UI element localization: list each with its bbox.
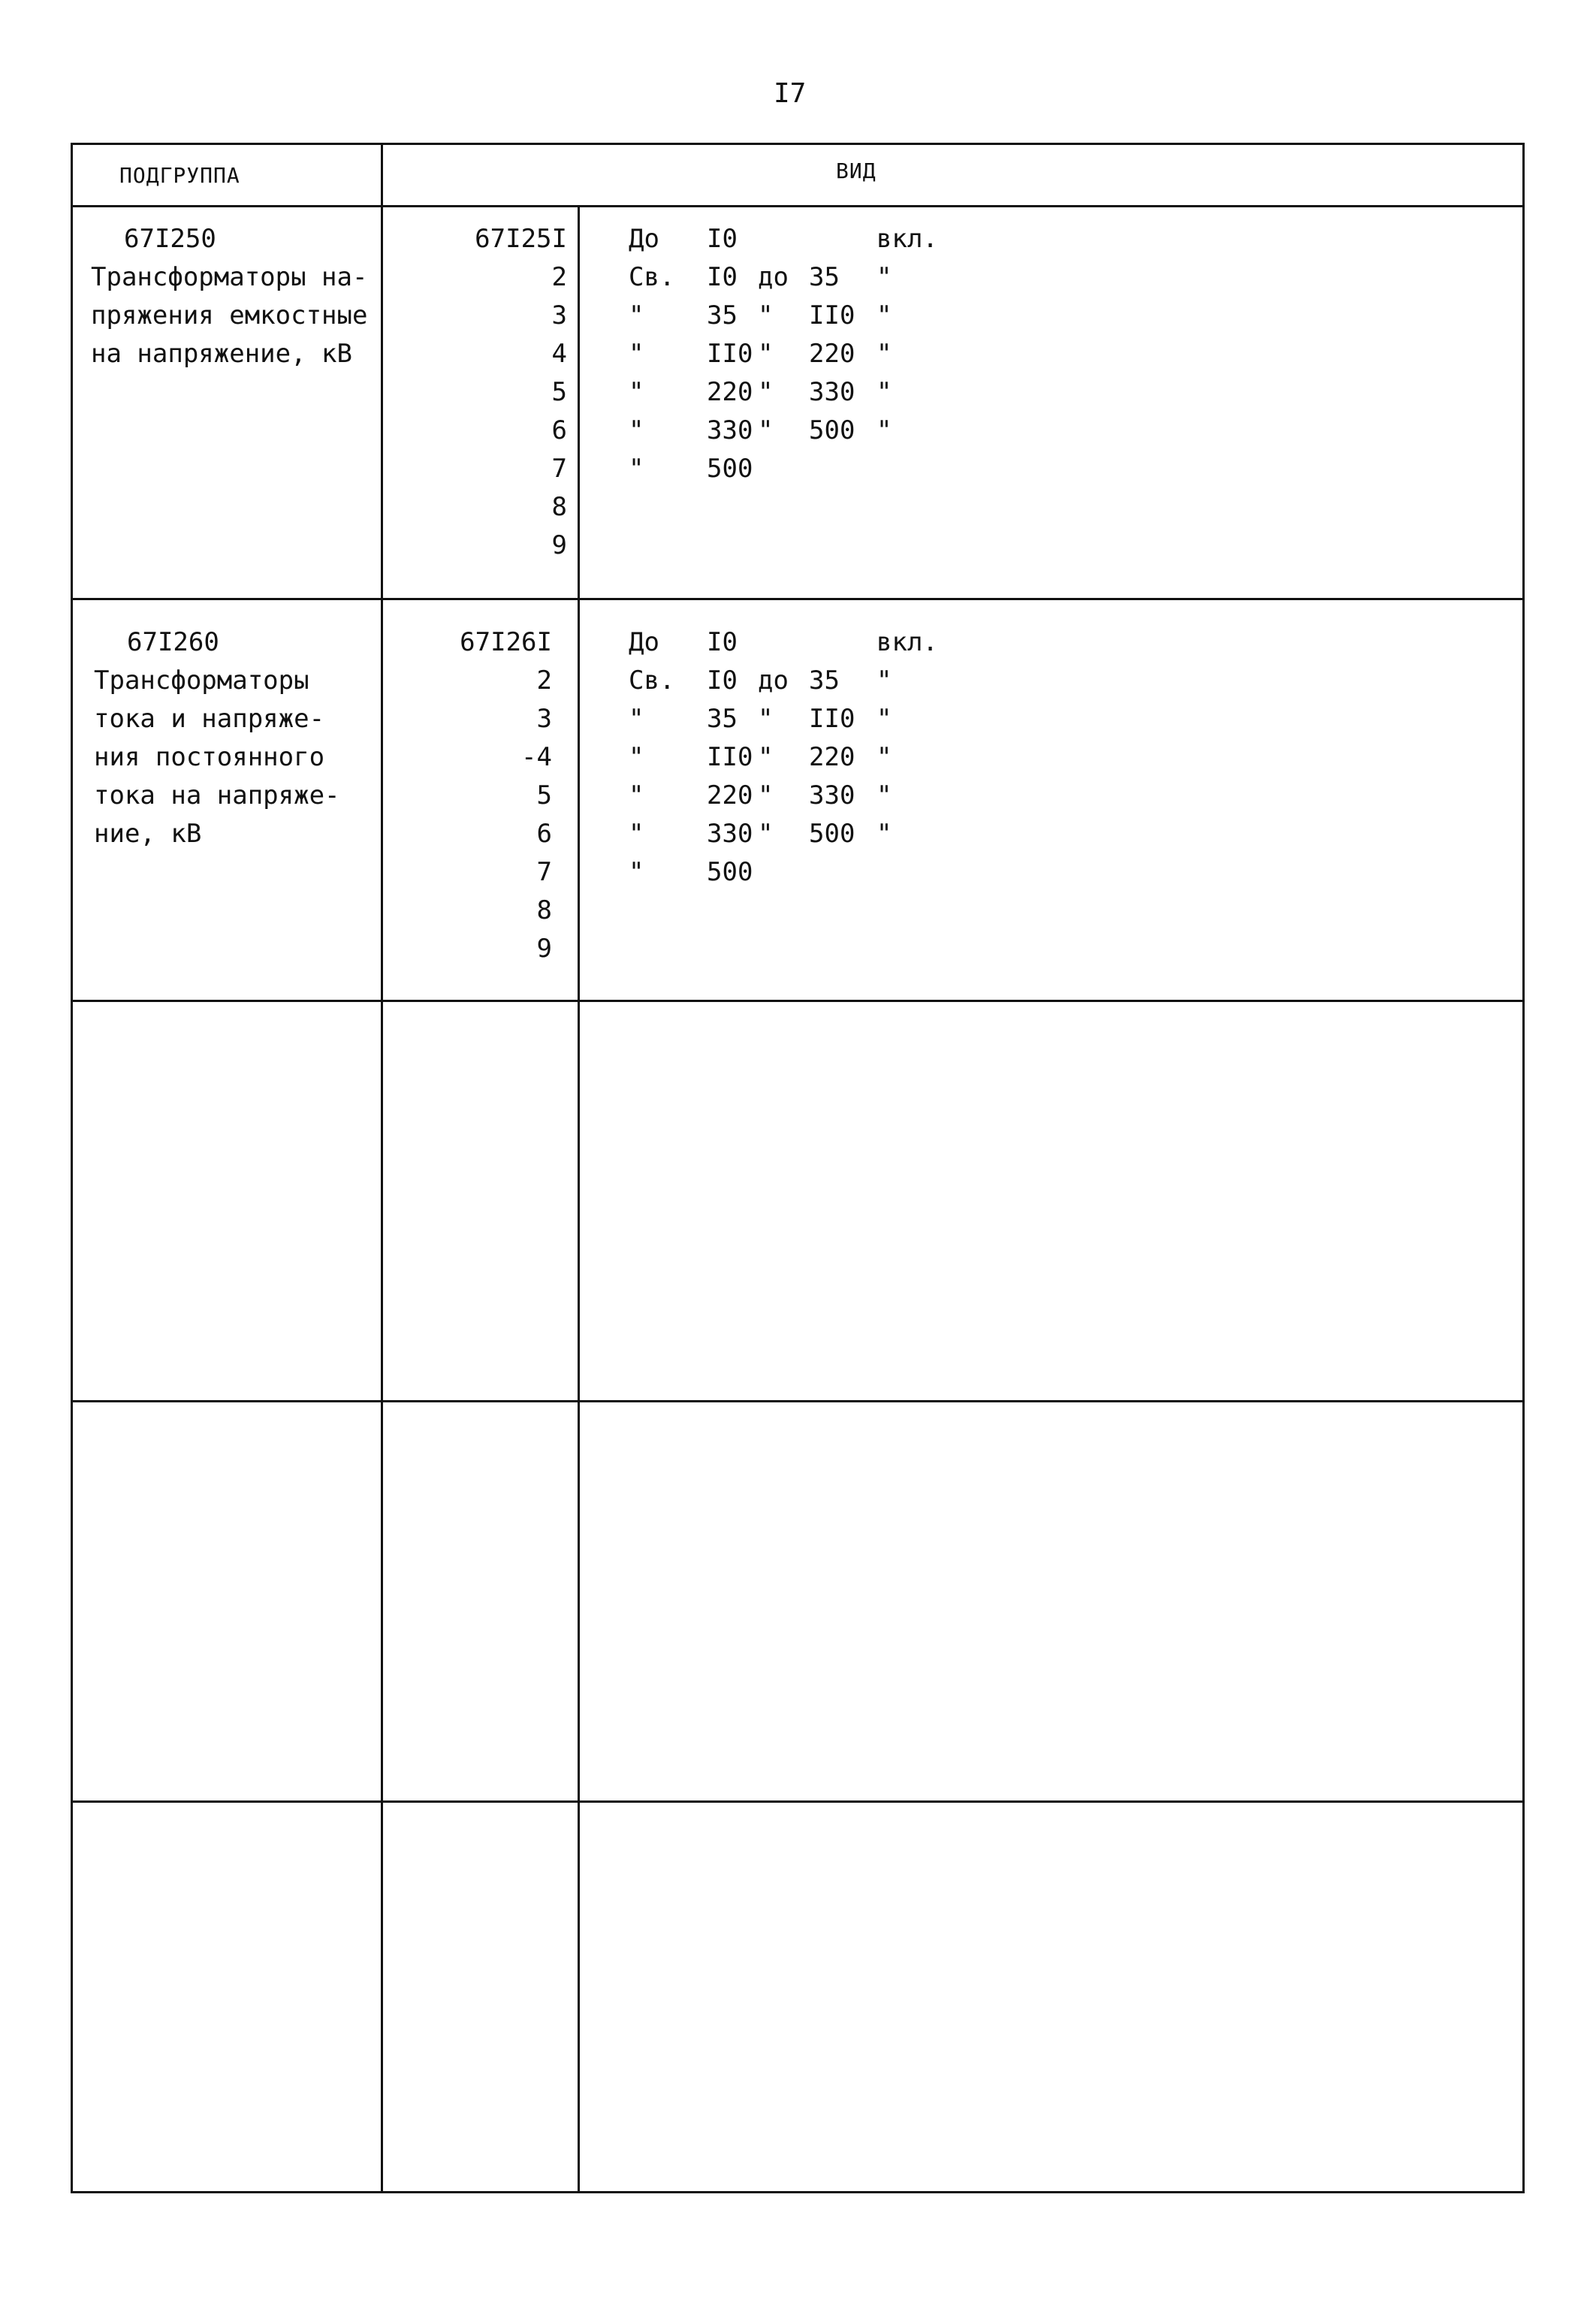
header-kind: ВИД xyxy=(836,158,876,183)
kind-code: 6 xyxy=(536,819,552,849)
range-cell: " xyxy=(629,704,644,734)
range-cell: вкл. xyxy=(876,627,938,657)
range-cell: " xyxy=(876,377,892,407)
range-cell: " xyxy=(629,300,644,331)
range-cell: 500 xyxy=(809,415,855,445)
kind-codes xyxy=(418,220,567,565)
range-cell: 330 xyxy=(809,780,855,810)
subgroup-code: 67I260 xyxy=(127,627,219,657)
range-cell: " xyxy=(758,819,774,849)
row-divider xyxy=(73,1800,1522,1803)
range-cell: " xyxy=(629,819,644,849)
subgroup-code: 67I250 xyxy=(124,224,216,254)
range-cell: " xyxy=(876,339,892,369)
range-cell: 330 xyxy=(707,819,753,849)
range-cell: " xyxy=(876,300,892,331)
range-cell: " xyxy=(629,454,644,484)
range-cell: До xyxy=(629,627,659,657)
classification-table xyxy=(71,143,1525,2193)
range-cell: 220 xyxy=(809,742,855,772)
range-cell: Св. xyxy=(629,666,675,696)
range-cell: II0 xyxy=(707,742,753,772)
range-cell: " xyxy=(876,742,892,772)
kind-code: 2 xyxy=(536,666,552,696)
kind-code: 4 xyxy=(551,339,567,369)
range-cell: " xyxy=(876,666,892,696)
range-cell: II0 xyxy=(809,704,855,734)
header-subgroup: ПОДГРУППА xyxy=(119,163,240,188)
range-cell: " xyxy=(876,819,892,849)
kind-code: 9 xyxy=(536,934,552,964)
kind-code: 6 xyxy=(551,415,567,445)
range-cell: " xyxy=(758,742,774,772)
range-cell: 220 xyxy=(707,780,753,810)
range-cell: " xyxy=(758,339,774,369)
range-cell: 220 xyxy=(809,339,855,369)
range-cell: " xyxy=(629,742,644,772)
range-cell: 220 xyxy=(707,377,753,407)
range-cell: 35 xyxy=(809,262,840,292)
row-divider xyxy=(73,1000,1522,1002)
kind-code: 5 xyxy=(551,377,567,407)
kind-code: 9 xyxy=(551,530,567,560)
range-cell: " xyxy=(758,377,774,407)
range-cell: До xyxy=(629,224,659,254)
subgroup-description: Трансформаторы тока и напряже- ния постоянного тока на напряже- ние, кВ xyxy=(94,666,340,849)
range-cell: " xyxy=(758,704,774,734)
range-cell: " xyxy=(629,780,644,810)
kind-code: 7 xyxy=(536,857,552,887)
kind-code: 8 xyxy=(536,895,552,925)
column-divider-subgroup xyxy=(381,145,383,2191)
kind-code: 3 xyxy=(536,704,552,734)
kind-code: 8 xyxy=(551,492,567,522)
range-cell: II0 xyxy=(707,339,753,369)
row-divider xyxy=(73,598,1522,600)
kind-code: 67I26I xyxy=(460,627,552,657)
range-cell: " xyxy=(876,704,892,734)
range-cell: " xyxy=(876,415,892,445)
range-cell: " xyxy=(629,415,644,445)
range-cell: I0 xyxy=(707,262,738,292)
range-cell: Св. xyxy=(629,262,675,292)
range-cell: " xyxy=(758,780,774,810)
kind-codes xyxy=(403,623,552,968)
kind-code: 5 xyxy=(536,780,552,810)
range-cell: " xyxy=(876,780,892,810)
column-divider-codes xyxy=(578,205,580,2191)
range-cell: 330 xyxy=(809,377,855,407)
subgroup-description: Трансформаторы на- пряжения емкостные на напряжение, кВ xyxy=(91,262,368,369)
range-cell: I0 xyxy=(707,224,738,254)
page-number: I7 xyxy=(774,78,807,109)
header-divider xyxy=(73,205,1522,207)
range-cell: до xyxy=(758,666,789,696)
range-cell: вкл. xyxy=(876,224,938,254)
range-cell: 35 xyxy=(707,704,738,734)
range-cell: " xyxy=(629,377,644,407)
range-cell: до xyxy=(758,262,789,292)
range-cell: II0 xyxy=(809,300,855,331)
range-cell: " xyxy=(758,300,774,331)
row-divider xyxy=(73,1400,1522,1402)
range-cell: 35 xyxy=(707,300,738,331)
range-cell: " xyxy=(758,415,774,445)
range-cell: 35 xyxy=(809,666,840,696)
range-cell: " xyxy=(629,339,644,369)
range-cell: I0 xyxy=(707,666,738,696)
range-cell: I0 xyxy=(707,627,738,657)
kind-code: 67I25I xyxy=(475,224,567,254)
range-cell: 500 xyxy=(809,819,855,849)
kind-code: 3 xyxy=(551,300,567,331)
range-cell: " xyxy=(876,262,892,292)
kind-code: -4 xyxy=(521,742,552,772)
range-cell: " xyxy=(629,857,644,887)
kind-code: 2 xyxy=(551,262,567,292)
range-cell: 330 xyxy=(707,415,753,445)
range-cell: 500 xyxy=(707,454,753,484)
range-cell: 500 xyxy=(707,857,753,887)
kind-code: 7 xyxy=(551,454,567,484)
